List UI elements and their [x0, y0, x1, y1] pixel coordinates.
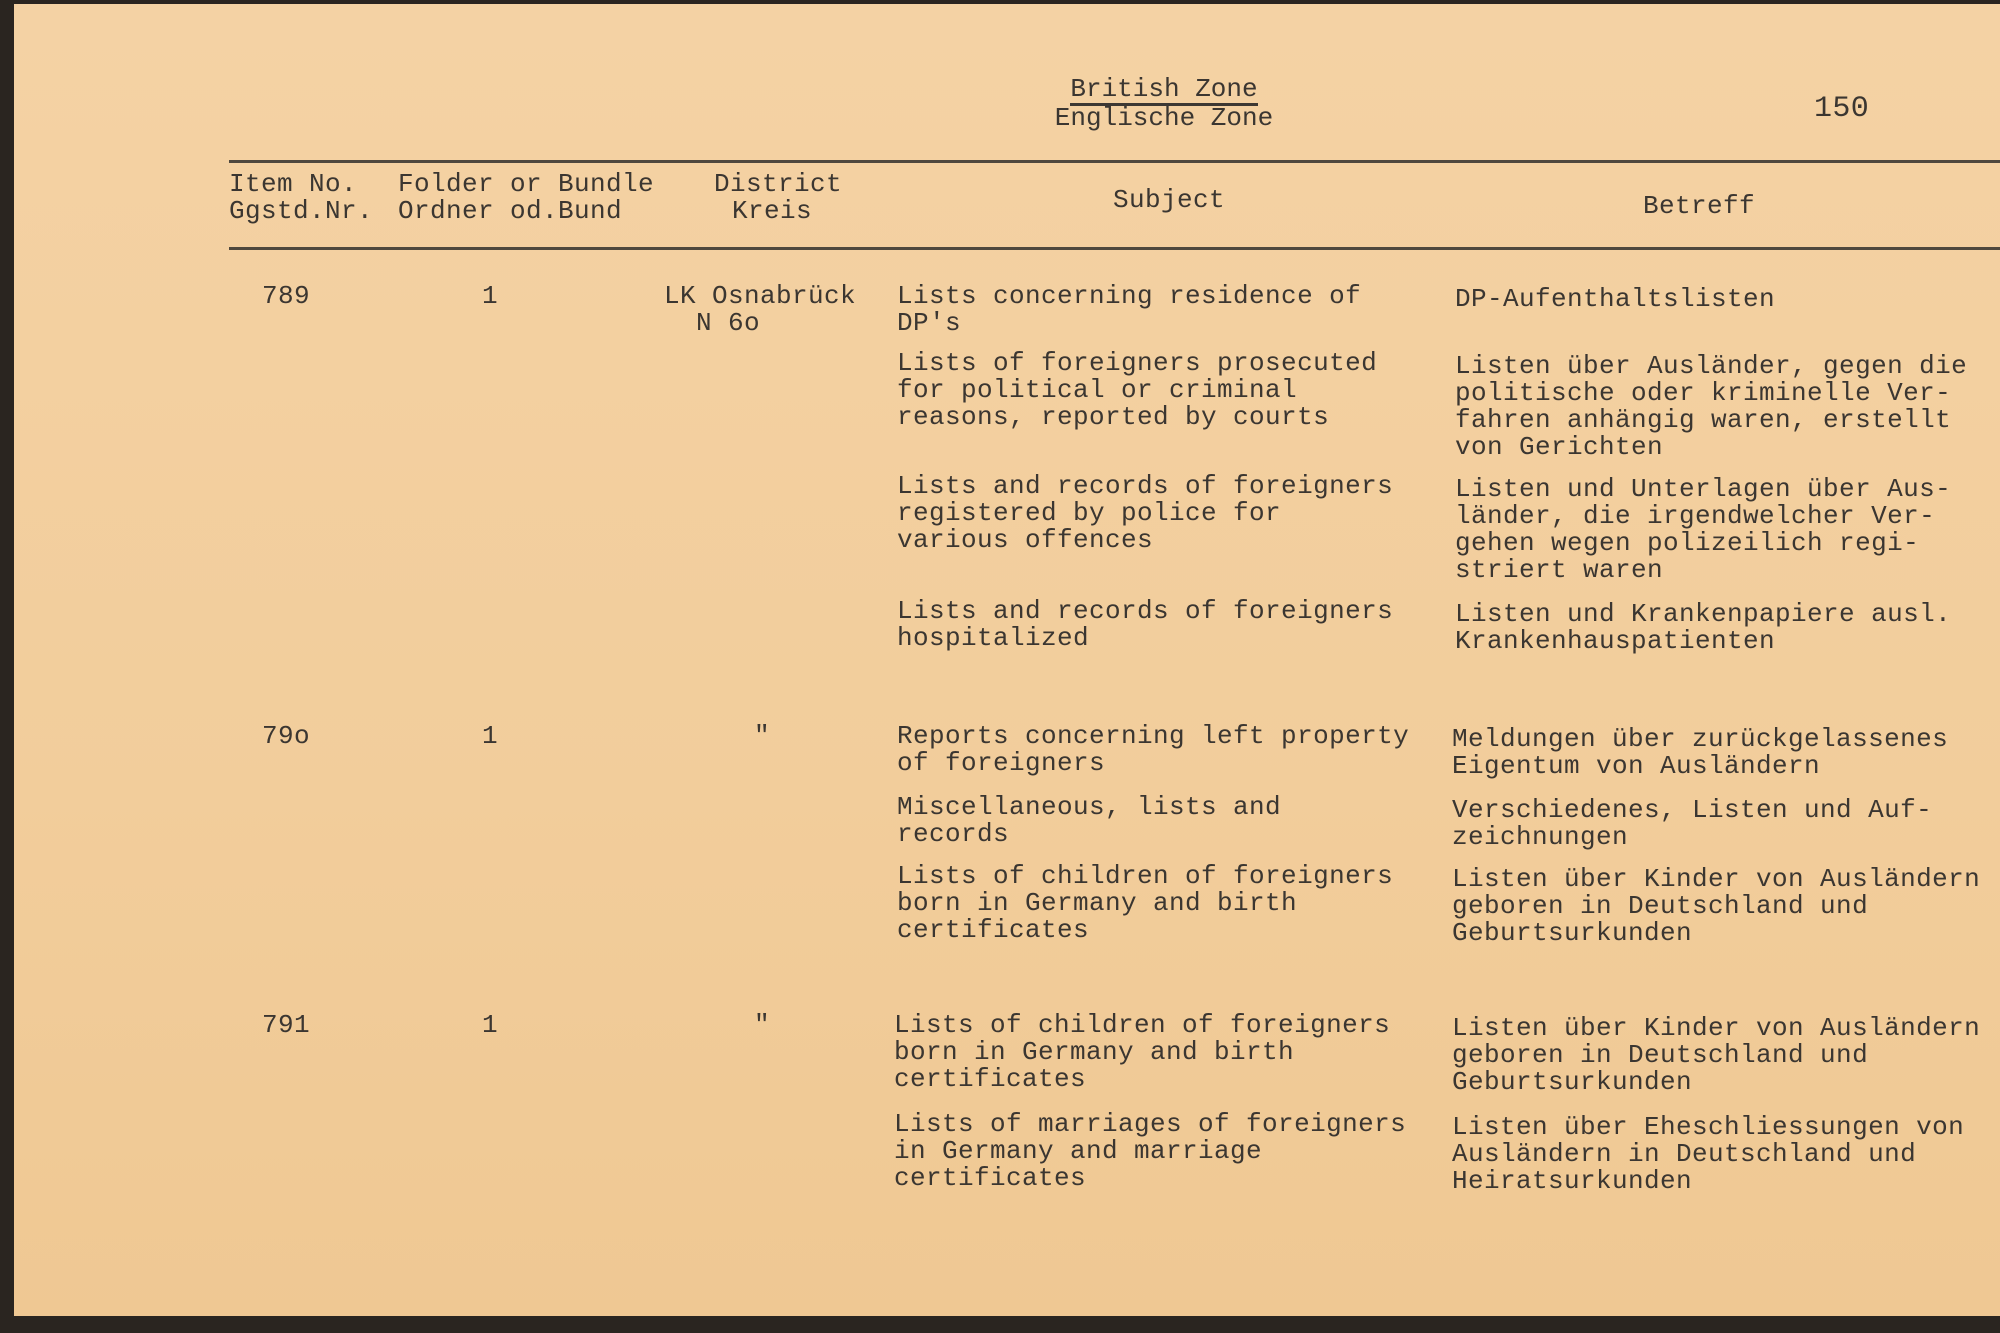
- folder-number: 1: [482, 721, 499, 751]
- item-number: 79o: [262, 721, 311, 751]
- title-de: Englische Zone: [1054, 103, 1274, 133]
- district: ": [754, 721, 771, 751]
- header-rule-bottom: [229, 247, 2000, 250]
- subject-entry: Lists concerning residence of DP's: [897, 281, 1362, 338]
- subject-entry: Lists and records of foreigners registered by police for various offences: [897, 471, 1394, 555]
- col-betreff: Betreff: [1643, 191, 1756, 221]
- subject-entry: Lists and records of foreigners hospitalized: [897, 596, 1394, 653]
- folder-number: 1: [482, 1010, 499, 1040]
- page-number: 150: [1814, 92, 1870, 126]
- subject-entry: Lists of children of foreigners born in Germany and birth certificates: [894, 1010, 1391, 1094]
- col-subject: Subject: [1113, 185, 1226, 215]
- district: ": [754, 1010, 771, 1040]
- subject-entry: Miscellaneous, lists and records: [897, 792, 1282, 849]
- subject-entry: Lists of children of foreigners born in Germany and birth certificates: [897, 861, 1394, 945]
- item-number: 789: [262, 281, 311, 311]
- col-district-en: District: [714, 169, 843, 199]
- subject-entry: Reports concerning left property of foreigners: [897, 721, 1410, 778]
- betreff-entry: Verschiedenes, Listen und Auf- zeichnungen: [1452, 795, 1933, 852]
- subject-entry: Lists of marriages of foreigners in Germany and marriage certificates: [894, 1109, 1407, 1193]
- betreff-entry: Meldungen über zurückgelassenes Eigentum von Ausländern: [1452, 724, 1949, 781]
- betreff-entry: Listen über Kinder von Ausländern geboren in Deutschland und Geburtsurkunden: [1452, 1013, 1981, 1097]
- betreff-entry: Listen und Unterlagen über Aus- länder, die irgendwelcher Ver- gehen wegen polizeilich regi- striert waren: [1455, 474, 1952, 585]
- folder-number: 1: [482, 281, 499, 311]
- col-folder-de: Ordner od.Bund: [398, 196, 623, 226]
- subject-entry: Lists of foreigners prosecuted for political or criminal reasons, reported by courts: [897, 348, 1378, 432]
- betreff-entry: Listen und Krankenpapiere ausl. Krankenhauspatienten: [1455, 599, 1952, 656]
- title-en: British Zone: [1070, 74, 1258, 104]
- col-item-en: Item No.: [229, 169, 358, 199]
- item-number: 791: [262, 1010, 311, 1040]
- district: LK Osnabrück N 6o: [664, 281, 857, 338]
- betreff-entry: Listen über Ausländer, gegen die politische oder kriminelle Ver- fahren anhängig waren, erstellt von Gerichten: [1455, 351, 1968, 462]
- col-district-de: Kreis: [732, 196, 813, 226]
- col-folder-en: Folder or Bundle: [398, 169, 655, 199]
- betreff-entry: DP-Aufenthaltslisten: [1455, 284, 1776, 314]
- betreff-entry: Listen über Eheschliessungen von Ausländern in Deutschland und Heiratsurkunden: [1452, 1112, 1965, 1196]
- document-page: [14, 4, 2000, 1316]
- betreff-entry: Listen über Kinder von Ausländern geboren in Deutschland und Geburtsurkunden: [1452, 864, 1981, 948]
- col-item-de: Ggstd.Nr.: [229, 196, 374, 226]
- header-rule-top: [229, 160, 2000, 163]
